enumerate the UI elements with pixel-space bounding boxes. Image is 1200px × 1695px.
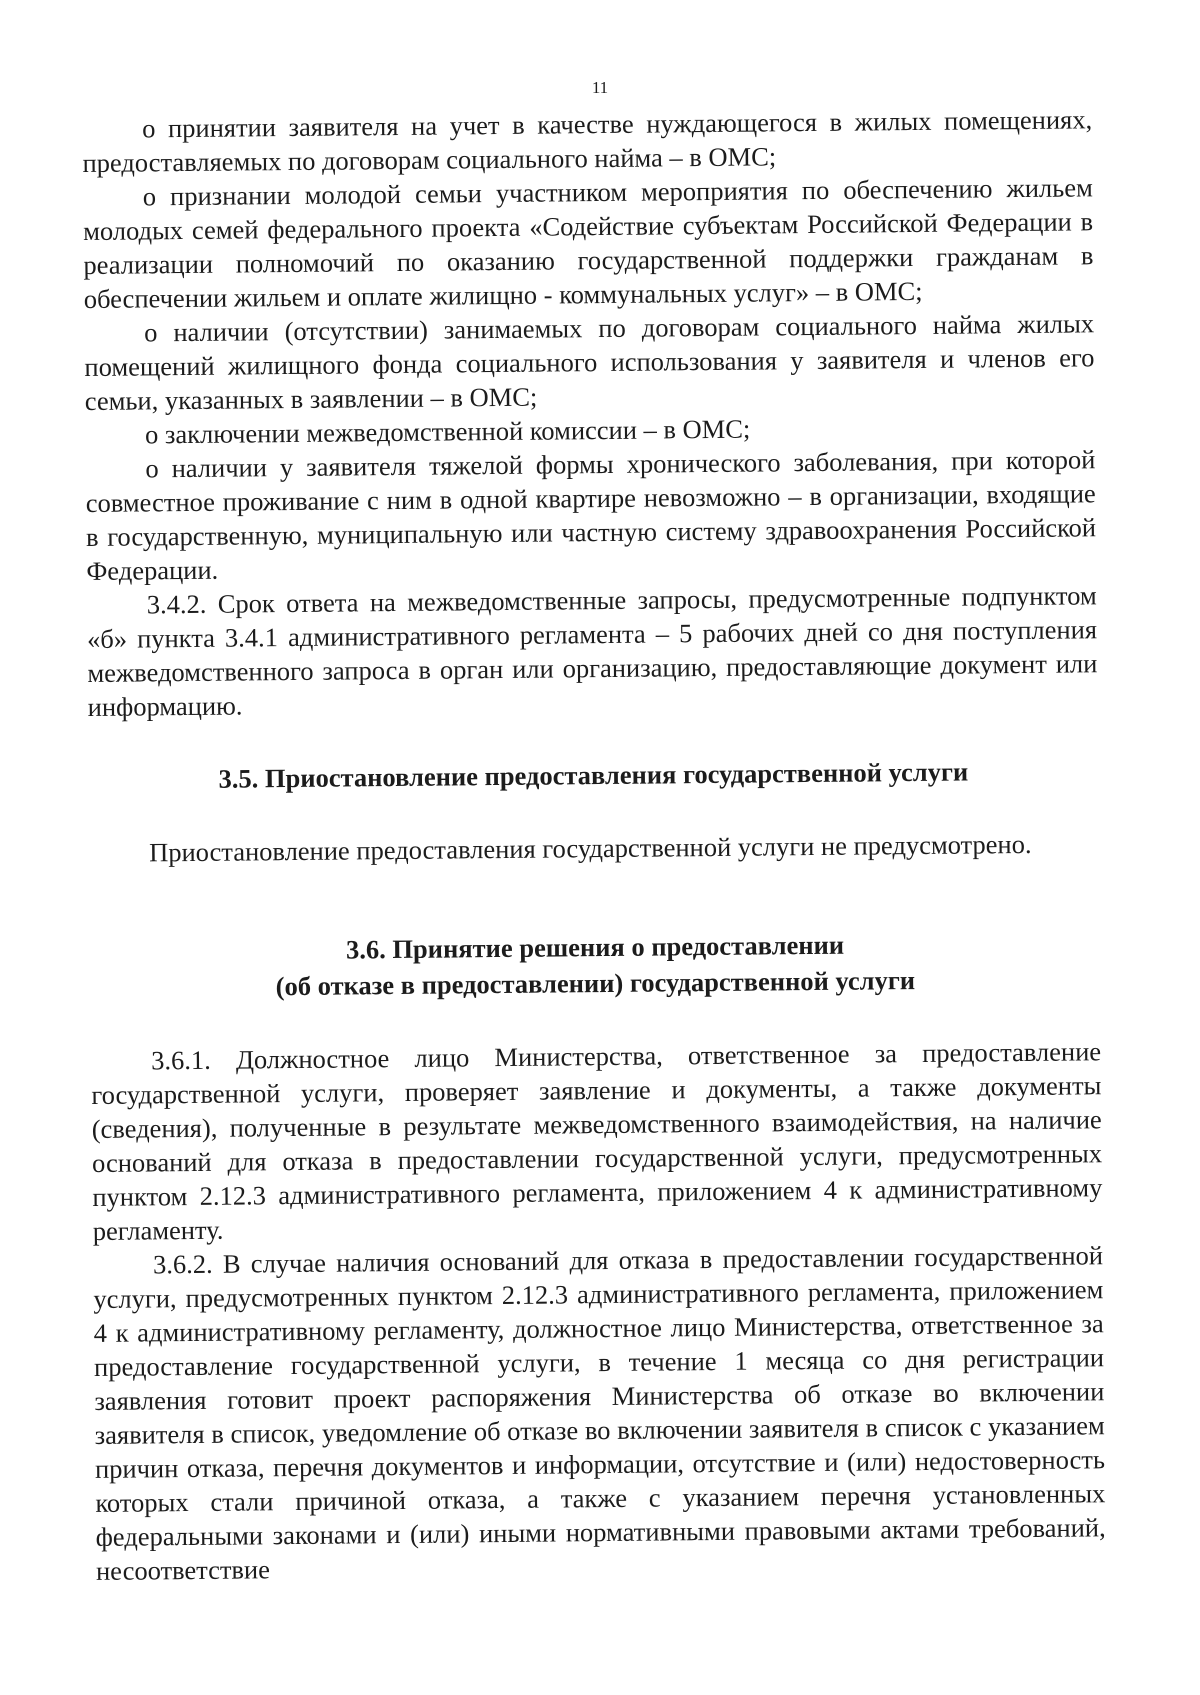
paragraph-registration: о принятии заявителя на учет в качестве нуждающегося в жилых помещениях, предоставляемых по договорам социального найма – в ОМС; bbox=[82, 104, 1093, 178]
document-body bbox=[82, 102, 1106, 1588]
paragraph-3-4-2: 3.4.2. Срок ответа на межведомственные запросы, предусмотренные подпунктом «б» пункта 3.4.1 административного регламента – 5 рабочих дней со дня поступления межведомственного запроса в орган или организацию, предоставляющие документ или информацию. bbox=[86, 580, 1098, 722]
section-3-5-text: Приостановление предоставления государственной услуги не предусмотрено. bbox=[148, 828, 1032, 868]
section-3-6-heading bbox=[90, 924, 1101, 1006]
page-number: 11 bbox=[591, 78, 609, 97]
section-3-6-heading-line2: (об отказе в предоставлении) государственной услуги bbox=[275, 965, 916, 1002]
paragraph-3-6-2: 3.6.2. В случае наличия оснований для отказа в предоставлении государственной услуги, предусмотренных пунктом 2.12.3 административного регламента, приложением 4 к административному регламенту, должностное лицо Министерства, ответственное за предоставление государственной услуги, в течение 1 месяца со дня регистрации заявления готовит проект распоряжения Министерства об отказе во включении заявителя в список, уведомление об отказе во включении заявителя в список с указанием причин отказа, перечня документов и информации, отсутствие и (или) недостоверность которых стали причиной отказа, а также с указанием перечня установленных федеральными законами и (или) иными нормативными правовыми актами требований, несоответствие bbox=[93, 1240, 1106, 1586]
paragraph-young-family: о признании молодой семьи участником мероприятия по обеспечению жильем молодых семей федерального проекта «Содействие субъектам Российской Федерации в реализации полномочий по оказанию государственной поддержки гражданам в обеспечении жильем и оплате жилищно - коммунальных услуг» – в ОМС; bbox=[82, 172, 1094, 314]
section-3-6-heading-line1: 3.6. Принятие решения о предоставлении bbox=[345, 929, 845, 965]
paragraph-commission: о заключении межведомственной комиссии – в ОМС; bbox=[144, 413, 751, 450]
section-3-5-heading: 3.5. Приостановление предоставления государственной услуги bbox=[218, 756, 969, 794]
paragraph-housing-availability: о наличии (отсутствии) занимаемых по договорам социального найма жилых помещений жилищного фонда социального использования у заявителя и членов его семьи, указанных в заявлении – в ОМС; bbox=[84, 308, 1095, 416]
paragraph-3-6-1: 3.6.1. Должностное лицо Министерства, ответственное за предоставление государственной услуги, проверяет заявление и документы, а также документы (сведения), полученные в результате межведомственного взаимодействия, на наличие оснований для отказа в предоставлении государственной услуги, предусмотренных пунктом 2.12.3 административного регламента, приложением 4 к административному регламенту. bbox=[91, 1036, 1103, 1246]
paragraph-chronic-disease: о наличии у заявителя тяжелой формы хронического заболевания, при которой совместное проживание с ним в одной квартире невозможно – в организации, входящие в государственную, муниципальную или частную систему здравоохранения Российской Федерации. bbox=[85, 444, 1097, 586]
